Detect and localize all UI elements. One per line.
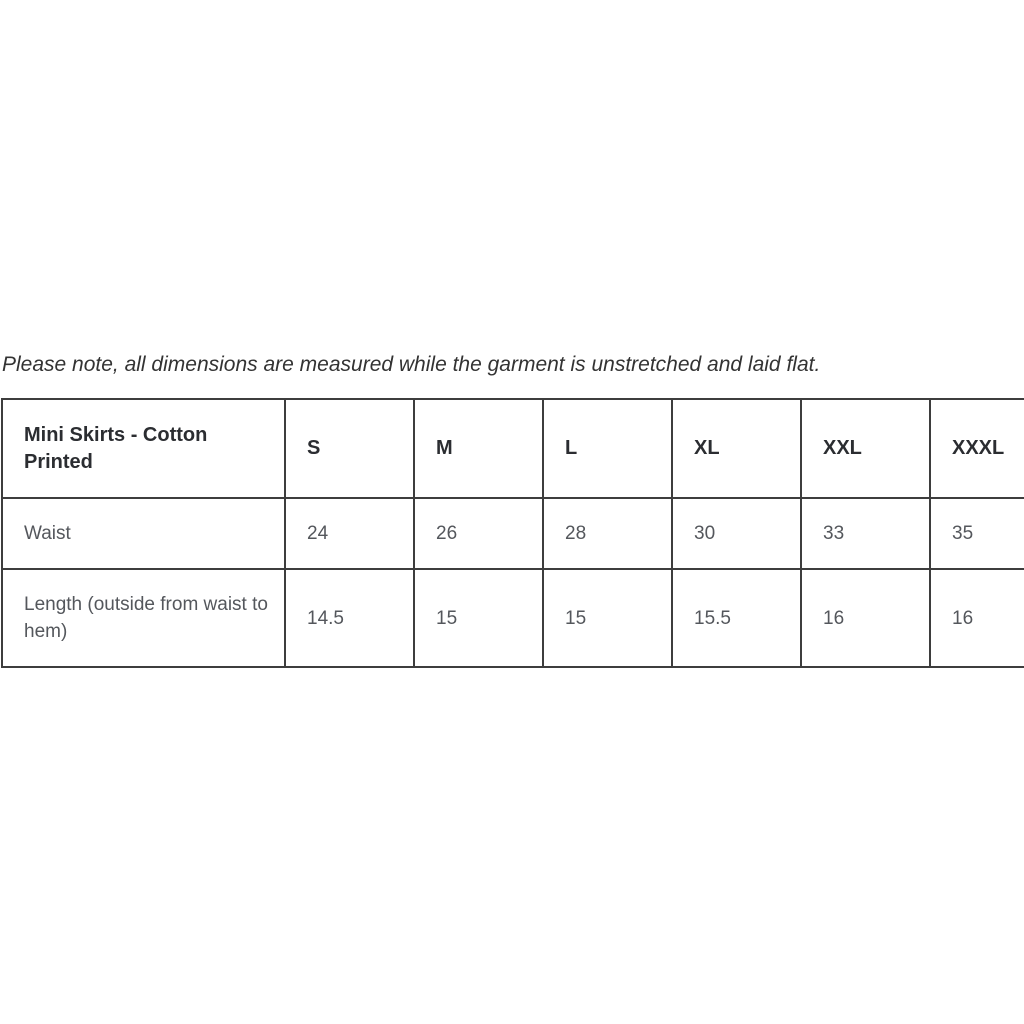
waist-value-m: 26 xyxy=(414,498,543,569)
size-chart-table xyxy=(1,398,1024,668)
waist-value-l: 28 xyxy=(543,498,672,569)
waist-value-s: 24 xyxy=(285,498,414,569)
length-value-xxxl: 16 xyxy=(930,569,1024,667)
waist-value-xl: 30 xyxy=(672,498,801,569)
length-value-l: 15 xyxy=(543,569,672,667)
measurement-note: Please note, all dimensions are measured while the garment is unstretched and laid flat. xyxy=(2,353,821,376)
waist-value-xxl: 33 xyxy=(801,498,930,569)
length-value-m: 15 xyxy=(414,569,543,667)
size-column-header-m: M xyxy=(414,399,543,498)
size-column-header-l: L xyxy=(543,399,672,498)
header-row xyxy=(2,399,1024,498)
size-column-header-xxxl: XXXL xyxy=(930,399,1024,498)
size-column-header-xxl: XXL xyxy=(801,399,930,498)
size-column-header-s: S xyxy=(285,399,414,498)
table-row-waist xyxy=(2,498,1024,569)
table-row-length xyxy=(2,569,1024,667)
length-value-xxl: 16 xyxy=(801,569,930,667)
size-column-header-xl: XL xyxy=(672,399,801,498)
chart-title-cell: Mini Skirts - Cotton Printed xyxy=(2,399,285,498)
length-value-s: 14.5 xyxy=(285,569,414,667)
waist-value-xxxl: 35 xyxy=(930,498,1024,569)
row-label-length: Length (outside from waist to hem) xyxy=(2,569,285,667)
row-label-waist: Waist xyxy=(2,498,285,569)
length-value-xl: 15.5 xyxy=(672,569,801,667)
